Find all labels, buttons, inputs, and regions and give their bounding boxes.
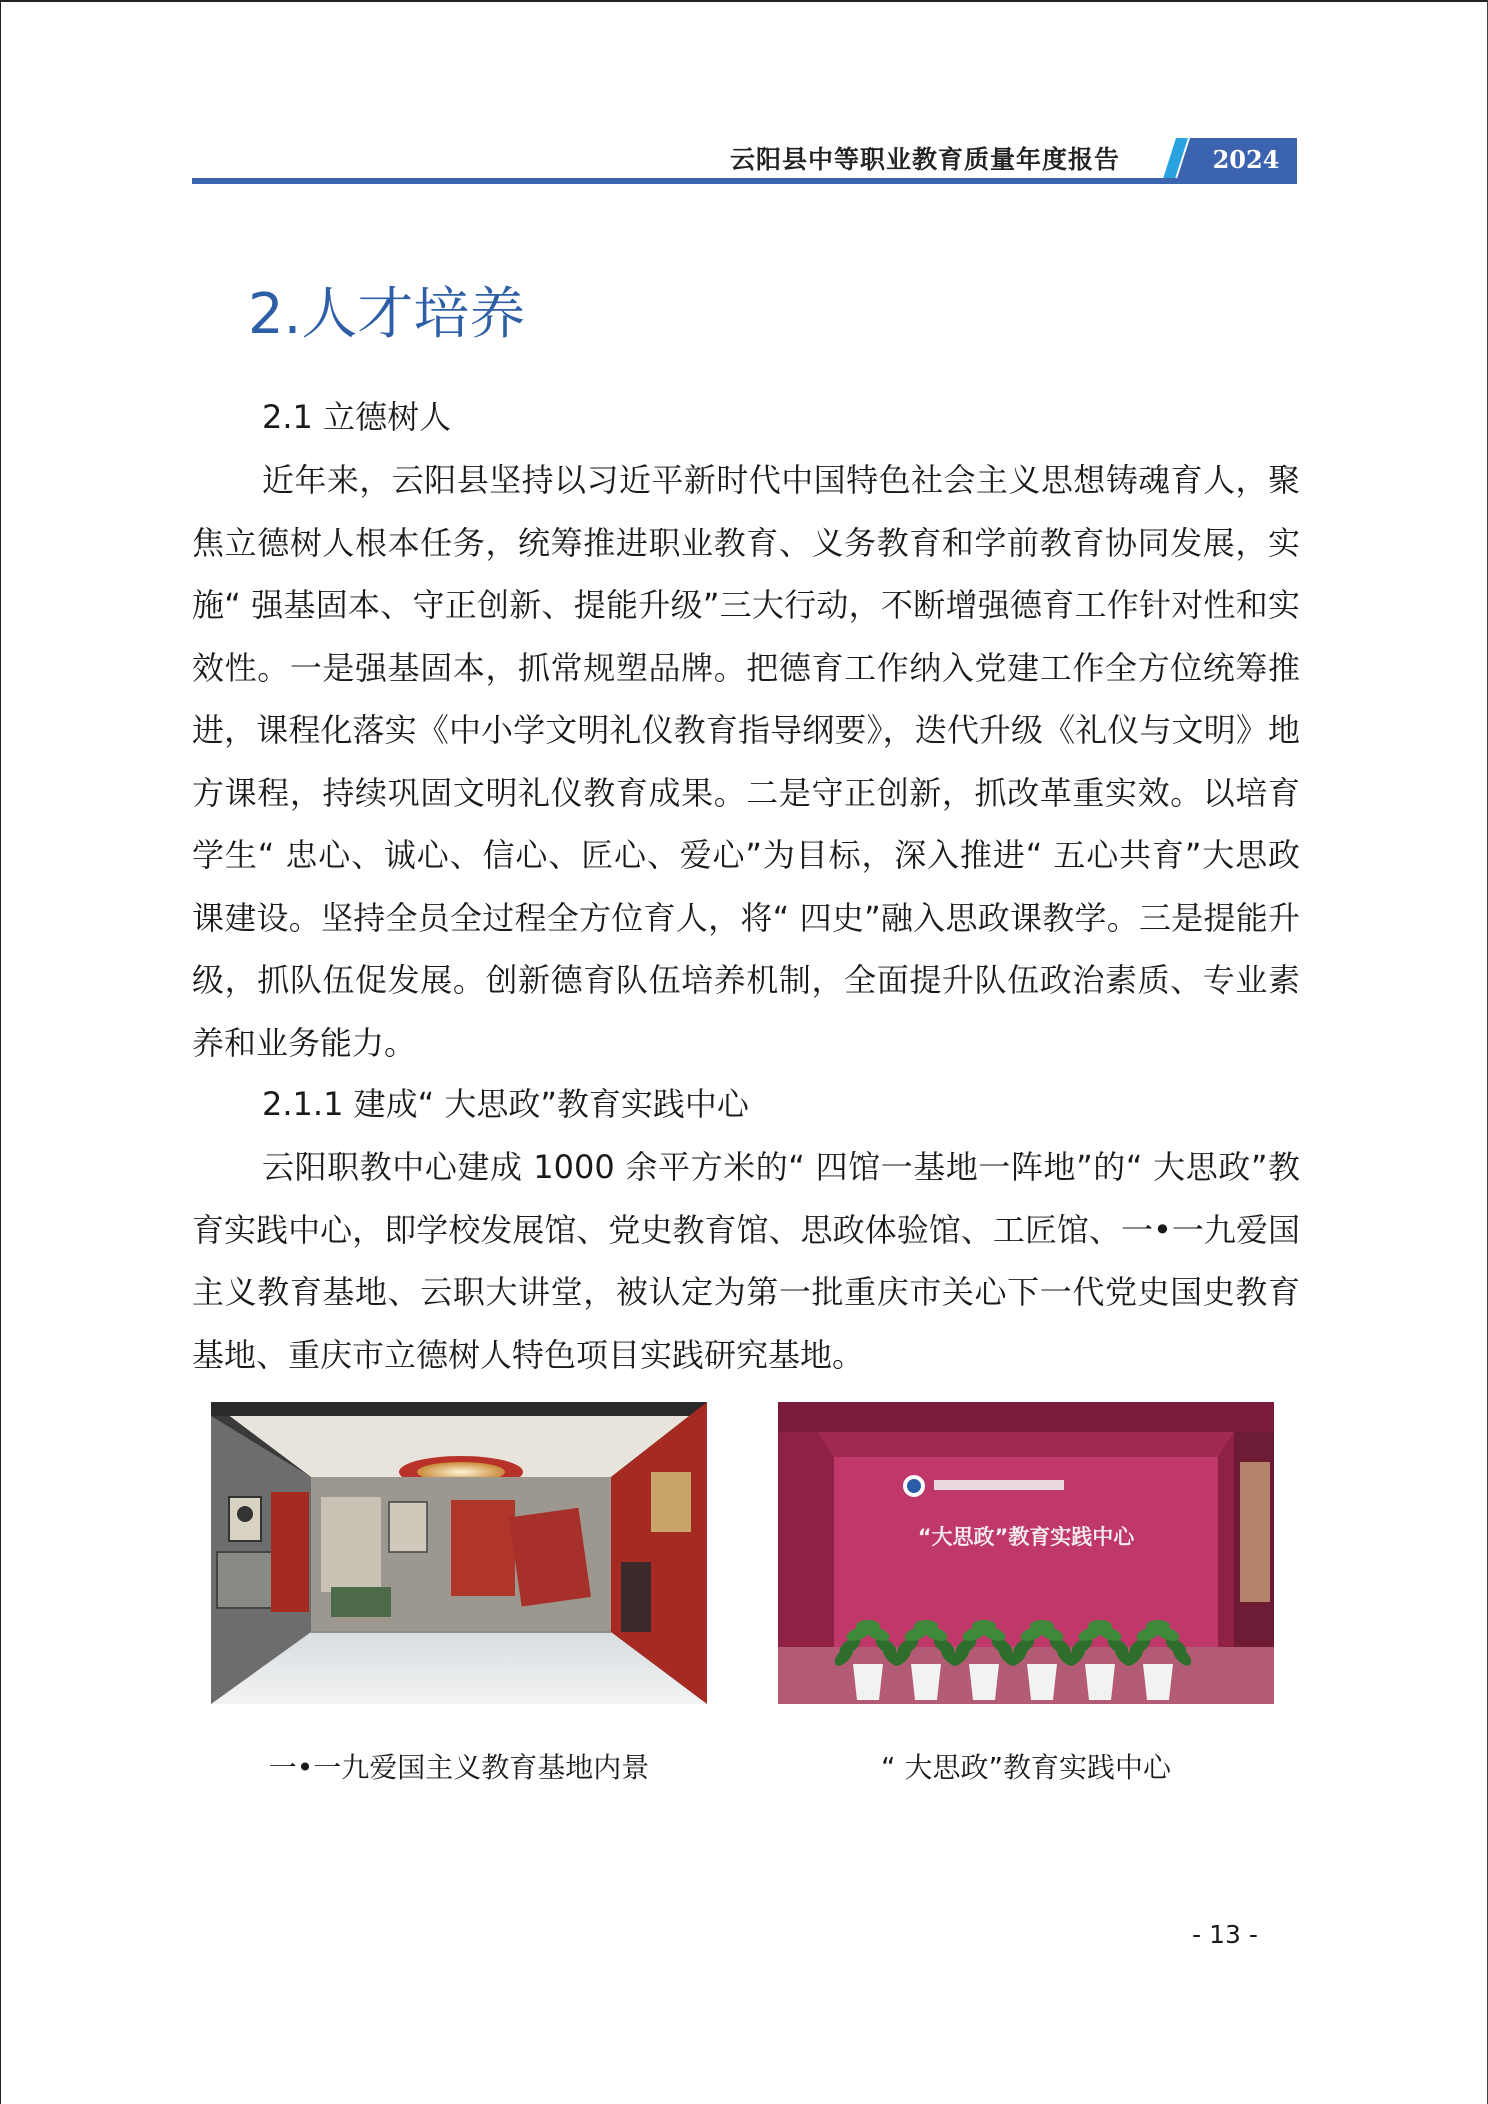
photo-education-base-interior <box>211 1402 707 1704</box>
photo-education-base-interior-image <box>211 1402 707 1704</box>
report-year: 2024 <box>1212 145 1280 174</box>
figure-caption-2: “ 大思政”教育实践中心 <box>881 1751 1171 1784</box>
section-title: 2.人才培养 <box>248 282 526 347</box>
plant-pot <box>1027 1664 1057 1700</box>
plant-pot <box>1085 1664 1115 1700</box>
plant-pot <box>911 1664 941 1700</box>
plant-pot <box>969 1664 999 1700</box>
subsection-heading-2-1-1: 2.1.1 建成“ 大思政”教育实践中心 <box>262 1085 749 1123</box>
subsection-heading-2-1: 2.1 立德树人 <box>262 398 452 436</box>
photo-practice-center-image <box>778 1402 1274 1704</box>
photo-practice-center <box>778 1402 1274 1704</box>
header-rule <box>192 178 1297 184</box>
paragraph-2-1-1: 云阳职教中心建成 1000 余平方米的“ 四馆一基地一阵地”的“ 大思政”教育实践中心，即学校发展馆、党史教育馆、思政体验馆、工匠馆、一•一九爱国主义教育基地、云职大讲堂，被认定为第一批重庆市关心下一代党史国史教育基地、重庆市立德树人特色项目实践研究基地。 <box>192 1148 1300 1374</box>
center-sign-text: “大思政”教育实践中心 <box>917 1525 1135 1549</box>
report-header-title: 云阳县中等职业教育质量年度报告 <box>730 145 1121 174</box>
plant-pot <box>1143 1664 1173 1700</box>
paragraph-2-1: 近年来，云阳县坚持以习近平新时代中国特色社会主义思想铸魂育人，聚焦立德树人根本任务，统筹推进职业教育、义务教育和学前教育协同发展，实施“ 强基固本、守正创新、提能升级”三大行动，不断增强德育工作针对性和实效性。一是强基固本，抓常规塑品牌。把德育工作纳入党建工作全方位统筹推进，课程化落实《中小学文明礼仪教育指导纲要》，迭代升级《礼仪与文明》地方课程，持续巩固文明礼仪教育成果。二是守正创新，抓改革重实效。以培育学生“ 忠心、诚心、信心、匠心、爱心”为目标，深入推进“ 五心共育”大思政课建设。坚持全员全过程全方位育人，将“ 四史”融入思政课教学。三是提能升级，抓队伍促发展。创新德育队伍培养机制，全面提升队伍政治素质、专业素养和业务能力。 <box>192 461 1300 1062</box>
figure-caption-1: 一•一九爱国主义教育基地内景 <box>268 1751 650 1784</box>
plant-pot <box>853 1664 883 1700</box>
page-number: - 13 - <box>1192 1920 1258 1949</box>
